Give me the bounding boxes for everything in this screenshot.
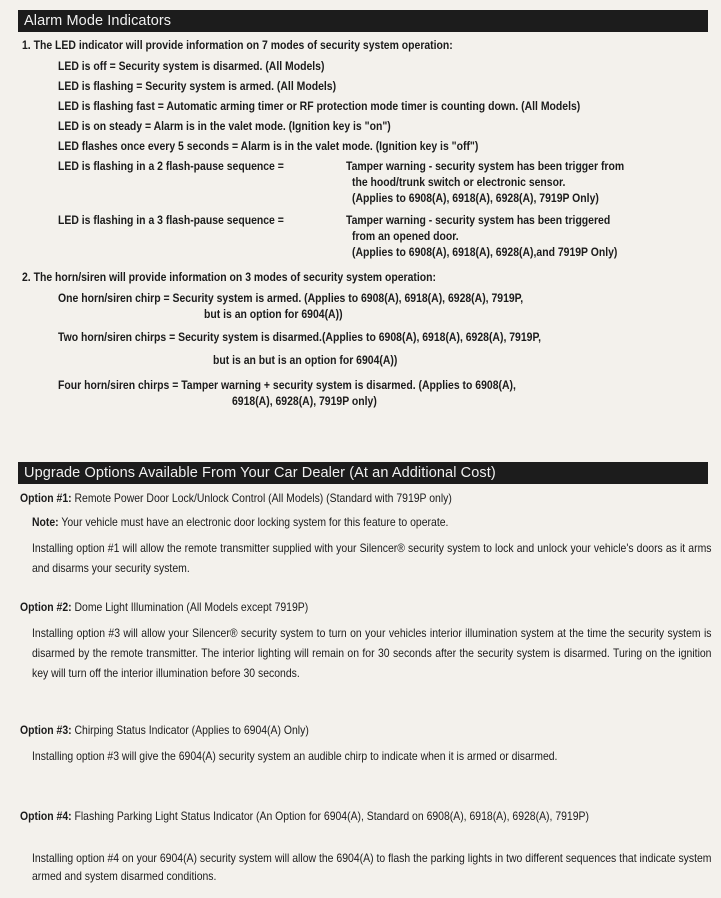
option2-title: Dome Light Illumination (All Models except 7919P) [71, 601, 309, 614]
option3-label: Option #3: [20, 724, 72, 737]
section-heading-text: Upgrade Options Available From Your Car Dealer (At an Additional Cost) [24, 465, 496, 481]
option2-label: Option #2: [20, 601, 72, 614]
option4-body: Installing option #4 on your 6904(A) security system will allow the 6904(A) to flash the parking lights in two different sequences that indicate system armed and system disarmed conditions. [32, 852, 712, 883]
option3-title: Chirping Status Indicator (Applies to 6904(A) Only) [71, 724, 309, 737]
section-heading-text: Alarm Mode Indicators [24, 13, 172, 29]
horn-two-chirps-line2: but is an but is an option for 6904(A)) [213, 354, 398, 367]
horn-one-chirp-line1: One horn/siren chirp = Security system is armed. (Applies to 6908(A), 6918(A), 6928(A), 7919P, [58, 292, 524, 305]
led-mode-once-every-5s: LED flashes once every 5 seconds = Alarm is in the valet mode. (Ignition key is "off") [58, 140, 479, 153]
option3-heading [20, 723, 309, 738]
option1-title: Remote Power Door Lock/Unlock Control (All Models) (Standard with 7919P only) [71, 492, 452, 505]
led-mode-off: LED is off = Security system is disarmed. (All Models) [58, 60, 325, 73]
led-three-flash-line2: from an opened door. [352, 230, 459, 243]
led-two-flash-line1: Tamper warning - security system has been trigger from [346, 160, 625, 173]
option1-label: Option #1: [20, 492, 72, 505]
led-two-flash-line3: (Applies to 6908(A), 6918(A), 6928(A), 7919P Only) [352, 192, 599, 205]
led-intro: 1. The LED indicator will provide information on 7 modes of security system operation: [22, 39, 453, 52]
horn-four-chirps-line2: 6918(A), 6928(A), 7919P only) [232, 395, 377, 408]
option4-title: Flashing Parking Light Status Indicator (An Option for 6904(A), Standard on 6908(A), 6918(A), 6928(A), 7919P) [71, 810, 589, 823]
horn-four-chirps-line1: Four horn/siren chirps = Tamper warning + security system is disarmed. (Applies to 6908(A), [58, 379, 516, 392]
option1-note [32, 515, 448, 530]
option2-heading [20, 600, 308, 615]
option1-note-label: Note: [32, 516, 59, 529]
led-three-flash-line1: Tamper warning - security system has been triggered [346, 214, 611, 227]
option1-note-text: Your vehicle must have an electronic door locking system for this feature to operate. [58, 516, 449, 529]
led-mode-on-steady: LED is on steady = Alarm is in the valet mode. (Ignition key is "on") [58, 120, 391, 133]
option4-label: Option #4: [20, 810, 72, 823]
option1-heading [20, 491, 452, 506]
option2-body: Installing option #3 will allow your Silencer® security system to turn on your vehicles interior illumination system at the time the security system is disarmed by the remote transmitter. The interior lighting will remain on for 30 seconds after the security system is disarmed. Turing on the ignition key will turn off the interior illumination before 30 seconds. [32, 627, 712, 680]
led-three-flash-line3: (Applies to 6908(A), 6918(A), 6928(A),and 7919P Only) [352, 246, 618, 259]
option3-body: Installing option #3 will give the 6904(A) security system an audible chirp to indicate when it is armed or disarmed. [32, 750, 558, 763]
led-mode-flashing: LED is flashing = Security system is armed. (All Models) [58, 80, 337, 93]
led-two-flash-label: LED is flashing in a 2 flash-pause sequence = [58, 160, 284, 173]
option4-heading [20, 808, 711, 826]
section-heading-upgrade-options [18, 462, 708, 484]
horn-intro: 2. The horn/siren will provide information on 3 modes of security system operation: [22, 271, 436, 284]
led-two-flash-line2: the hood/trunk switch or electronic sensor. [352, 176, 566, 189]
horn-one-chirp-line2: but is an option for 6904(A)) [204, 308, 343, 321]
led-three-flash-label: LED is flashing in a 3 flash-pause sequence = [58, 214, 284, 227]
led-mode-flashing-fast: LED is flashing fast = Automatic arming timer or RF protection mode timer is counting down. (All Models) [58, 100, 581, 113]
section-heading-alarm-mode [18, 10, 708, 32]
horn-two-chirps-line1: Two horn/siren chirps = Security system is disarmed.(Applies to 6908(A), 6918(A), 6928(A), 7919P, [58, 331, 541, 344]
option1-body: Installing option #1 will allow the remote transmitter supplied with your Silencer® security system to lock and unlock your vehicle's doors as it arms and disarms your security system. [32, 542, 712, 575]
